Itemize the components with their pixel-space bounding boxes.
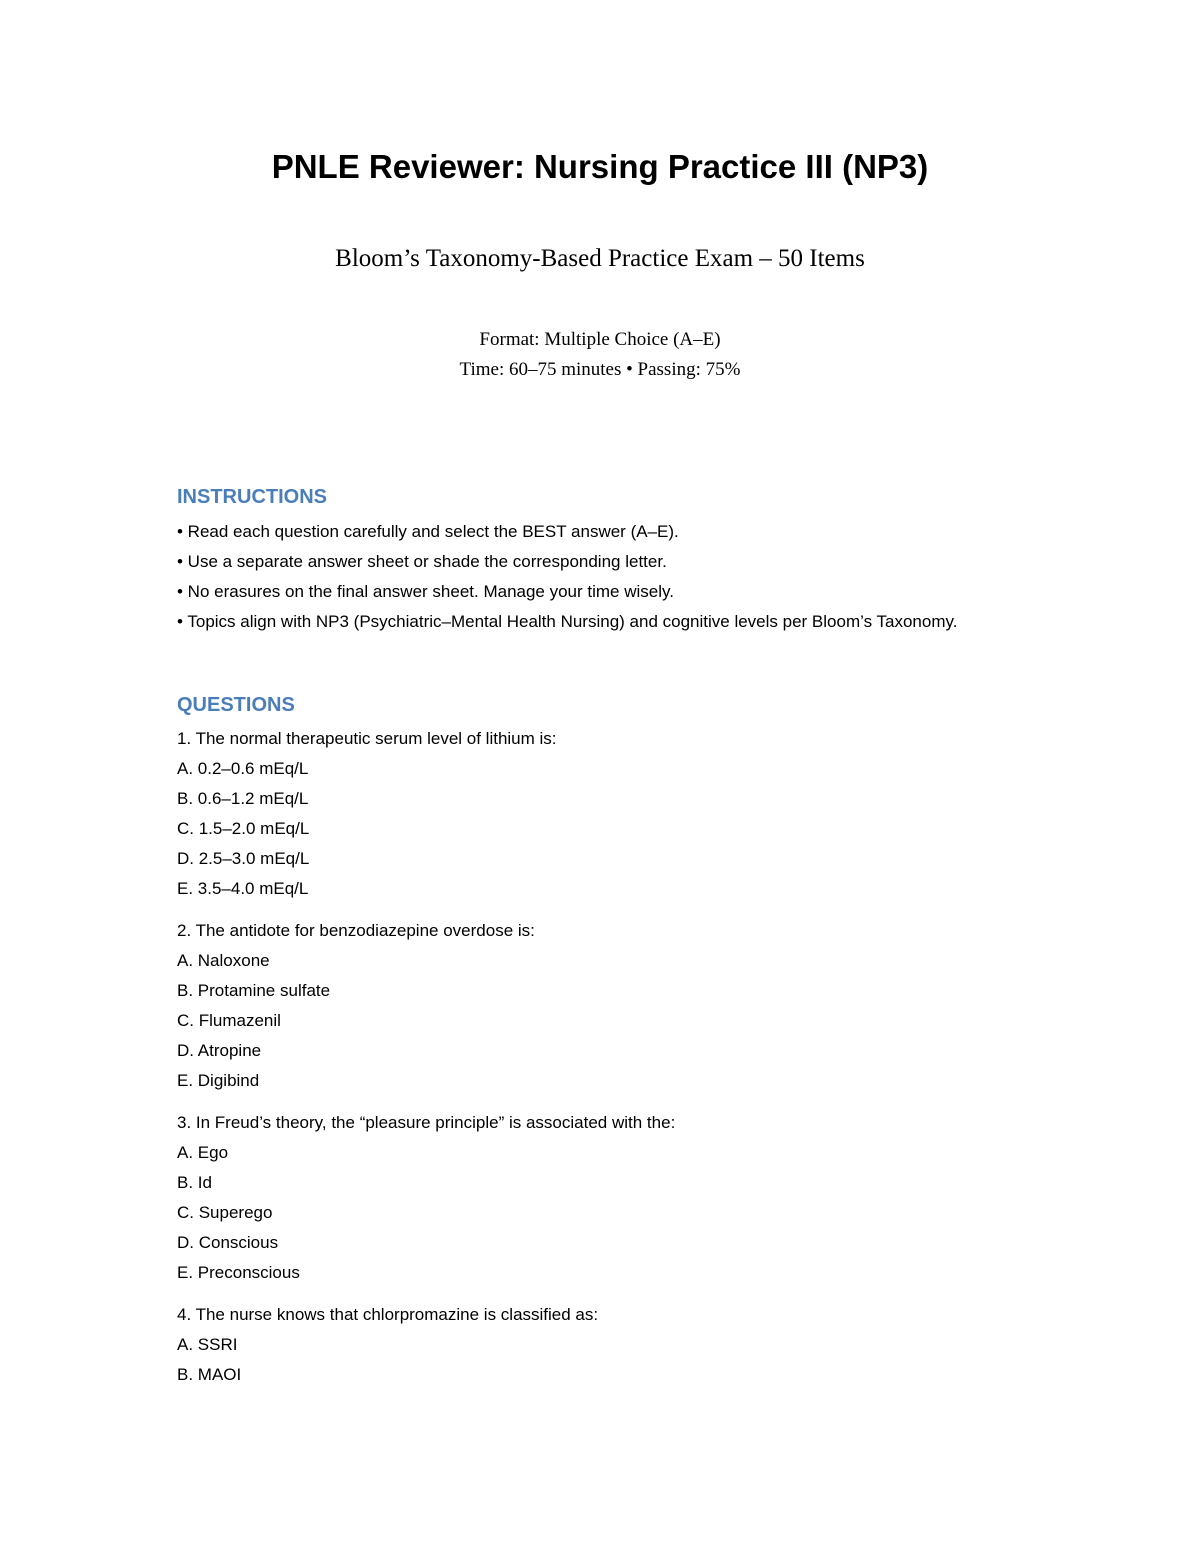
- answer-option-a: A. SSRI: [177, 1335, 238, 1354]
- question-stem: 3. In Freud’s theory, the “pleasure principle” is associated with the:: [177, 1113, 676, 1132]
- answer-option-a: A. 0.2–0.6 mEq/L: [177, 759, 309, 778]
- answer-option-b: B. Protamine sulfate: [177, 981, 331, 1000]
- answer-option-a: A. Ego: [177, 1143, 229, 1162]
- answer-option-e: E. Preconscious: [177, 1263, 300, 1282]
- instruction-item: • No erasures on the final answer sheet. Manage your time wisely.: [177, 582, 674, 601]
- answer-option-b: B. MAOI: [177, 1365, 242, 1384]
- answer-option-d: D. Conscious: [177, 1233, 279, 1252]
- question-3: [177, 1108, 1007, 1288]
- document-subtitle: Bloom’s Taxonomy-Based Practice Exam – 50 Items: [335, 245, 865, 272]
- question-2: [177, 916, 1007, 1096]
- answer-option-b: B. 0.6–1.2 mEq/L: [177, 789, 309, 808]
- answer-option-c: C. 1.5–2.0 mEq/L: [177, 819, 310, 838]
- instruction-item: • Read each question carefully and select the BEST answer (A–E).: [177, 522, 679, 541]
- answer-option-e: E. 3.5–4.0 mEq/L: [177, 879, 309, 898]
- questions-heading: QUESTIONS: [177, 694, 295, 716]
- answer-option-a: A. Naloxone: [177, 951, 270, 970]
- question-stem: 4. The nurse knows that chlorpromazine is classified as:: [177, 1305, 599, 1324]
- answer-option-d: D. 2.5–3.0 mEq/L: [177, 849, 310, 868]
- answer-option-d: D. Atropine: [177, 1041, 262, 1060]
- question-stem: 2. The antidote for benzodiazepine overdose is:: [177, 921, 535, 940]
- document-title: PNLE Reviewer: Nursing Practice III (NP3): [271, 148, 929, 185]
- question-stem: 1. The normal therapeutic serum level of lithium is:: [177, 729, 557, 748]
- exam-format: Format: Multiple Choice (A–E): [479, 329, 721, 350]
- questions-list: [177, 724, 1007, 1402]
- answer-option-c: C. Superego: [177, 1203, 273, 1222]
- answer-option-b: B. Id: [177, 1173, 212, 1192]
- answer-option-e: E. Digibind: [177, 1071, 260, 1090]
- question-1: [177, 724, 1007, 904]
- exam-timing: Time: 60–75 minutes • Passing: 75%: [459, 359, 741, 380]
- instruction-item: • Use a separate answer sheet or shade the corresponding letter.: [177, 552, 667, 571]
- question-4: [177, 1300, 1007, 1390]
- instructions-heading: INSTRUCTIONS: [177, 486, 327, 508]
- answer-option-c: C. Flumazenil: [177, 1011, 281, 1030]
- instruction-item: • Topics align with NP3 (Psychiatric–Mental Health Nursing) and cognitive levels per Bloom’s Taxonomy.: [177, 612, 958, 631]
- instructions-list: [177, 517, 1007, 637]
